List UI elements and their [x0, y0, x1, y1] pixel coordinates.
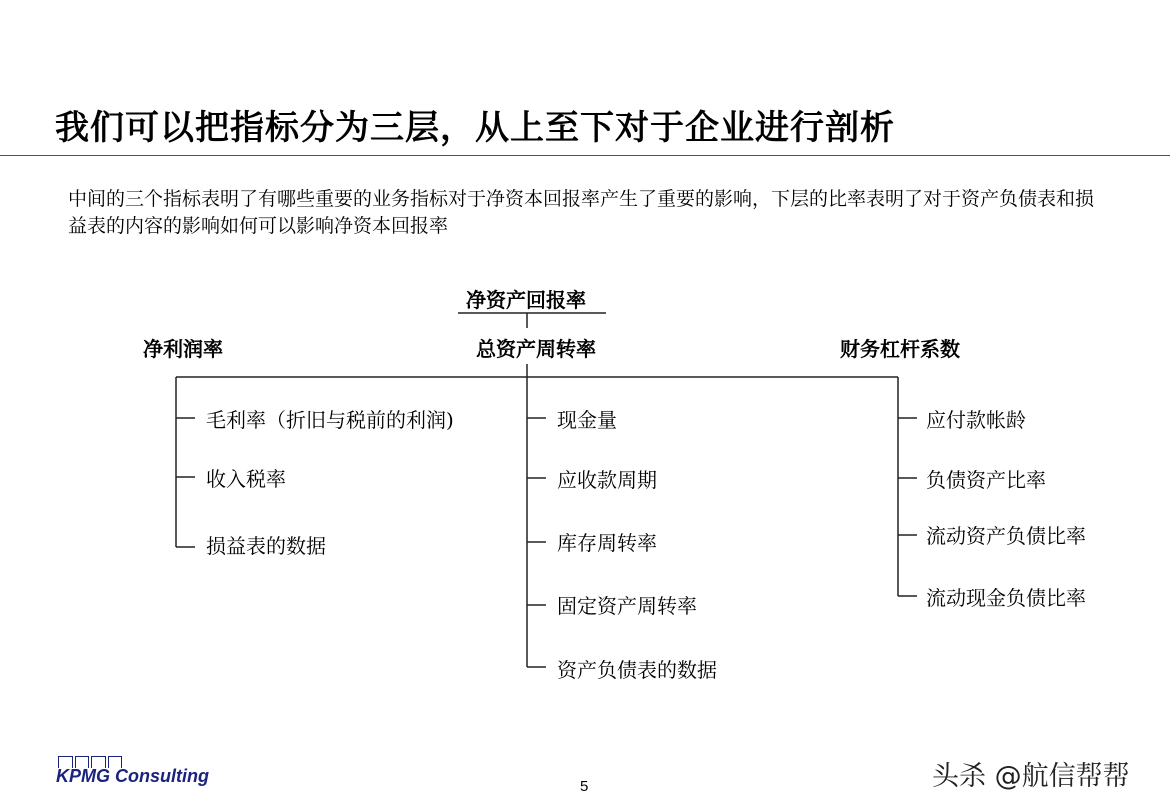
- leaf-receivables-cycle: 应收款周期: [557, 468, 657, 492]
- leaf-cash-flow: 现金量: [557, 408, 617, 432]
- watermark: 头杀 @航信帮帮: [932, 761, 1130, 792]
- leaf-income-tax-rate: 收入税率: [206, 467, 286, 491]
- leaf-balance-sheet-data: 资产负债表的数据: [557, 658, 717, 682]
- root-node: 净资产回报率: [466, 288, 586, 312]
- page-title: 我们可以把指标分为三层，从上至下对于企业进行剖析: [55, 108, 895, 148]
- leaf-income-statement-data: 损益表的数据: [206, 534, 326, 558]
- branch-total-asset-turnover: 总资产周转率: [476, 337, 596, 361]
- branch-net-profit-margin: 净利润率: [143, 337, 223, 361]
- leaf-inventory-turnover: 库存周转率: [557, 531, 657, 555]
- leaf-gross-margin: 毛利率（折旧与税前的利润): [206, 408, 454, 432]
- leaf-payables-aging: 应付款帐龄: [926, 408, 1026, 432]
- leaf-cash-debt-ratio: 流动现金负债比率: [926, 586, 1086, 610]
- leaf-debt-asset-ratio: 负债资产比率: [926, 468, 1046, 492]
- kpmg-logo: KPMG Consulting: [56, 766, 209, 786]
- branch-financial-leverage: 财务杠杆系数: [840, 337, 960, 361]
- leaf-fixed-asset-turnover: 固定资产周转率: [557, 594, 697, 618]
- page-number: 5: [580, 778, 589, 795]
- intro-text: 中间的三个指标表明了有哪些重要的业务指标对于净资本回报率产生了重要的影响，下层的比率表明了对于资产负债表和损益表的内容的影响如何可以影响净资本回报率: [68, 188, 1095, 237]
- leaf-current-ratio: 流动资产负债比率: [926, 524, 1086, 548]
